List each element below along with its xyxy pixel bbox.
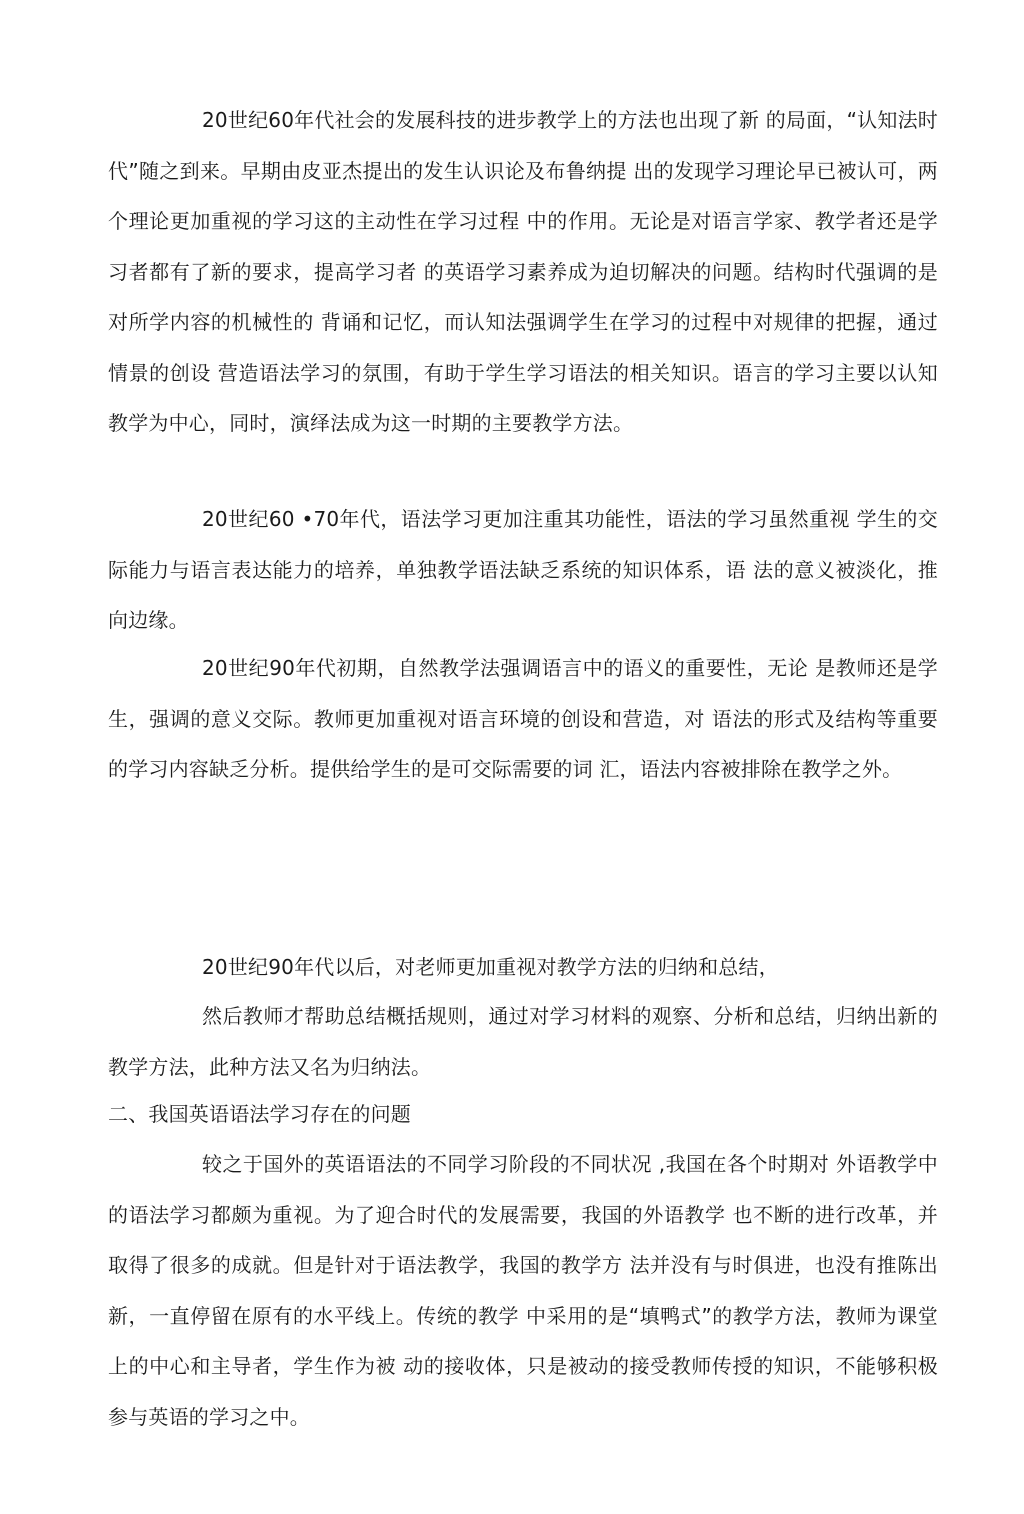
paragraph-cognitive-era: 20世纪60年代社会的发展科技的进步教学上的方法也出现了新 的局面，“认知法时代”随之到来。早期由皮亚杰提出的发生认识论及布鲁纳提 出的发现学习理论早已被认可，两个理论更加重视的学习这的主动性在学习过程 中的作用。无论是对语言学家、教学者还是学习者都有了新的要求，提高学习者 的英语学习素养成为迫切解决的问题。结构时代强调的是对所学内容的机械性的 背诵和记忆，而认知法强调学生在学习的过程中对规律的把握，通过情景的创设 营造语法学习的氛围，有助于学生学习语法的相关知识。语言的学习主要以认知 教学为中心，同时，演绎法成为这一时期的主要教学方法。 [108, 108, 938, 435]
paragraph-natural-approach: 20世纪90年代初期，自然教学法强调语言中的语义的重要性，无论 是教师还是学生，强调的意义交际。教师更加重视对语言环境的创设和营造，对 语法的形式及结构等重要的学习内容缺乏分析。提供给学生的是可交际需要的词 汇，语法内容被排除在教学之外。 [108, 656, 938, 781]
paragraph-functional-era: 20世纪60 •70年代，语法学习更加注重其功能性，语法的学习虽然重视 学生的交际能力与语言表达能力的培养，单独教学语法缺乏系统的知识体系，语 法的意义被淡化，推向边缘。 [108, 507, 938, 632]
section-heading: 二、我国英语语法学习存在的问题 [108, 1102, 411, 1126]
paragraph-domestic-problems: 较之于国外的英语语法的不同学习阶段的不同状况 ,我国在各个时期对 外语教学中的语法学习都颇为重视。为了迎合时代的发展需要，我国的外语教学 也不断的进行改革，并取得了很多的成就。但是针对于语法教学，我国的教学方 法并没有与时俱进，也没有推陈出新，一直停留在原有的水平线上。传统的教学 中采用的是“填鸭式”的教学方法，教师为课堂上的中心和主导者，学生作为被 动的接收体，只是被动的接受教师传授的知识，不能够积极参与英语的学习之中。 [108, 1152, 938, 1429]
paragraph-post-1990s: 20世纪90年代以后，对老师更加重视对教学方法的归纳和总结， [202, 955, 779, 979]
paragraph-inductive-method: 然后教师才帮助总结概括规则，通过对学习材料的观察、分析和总结，归纳出新的教学方法，此种方法又名为归纳法。 [108, 1004, 938, 1079]
